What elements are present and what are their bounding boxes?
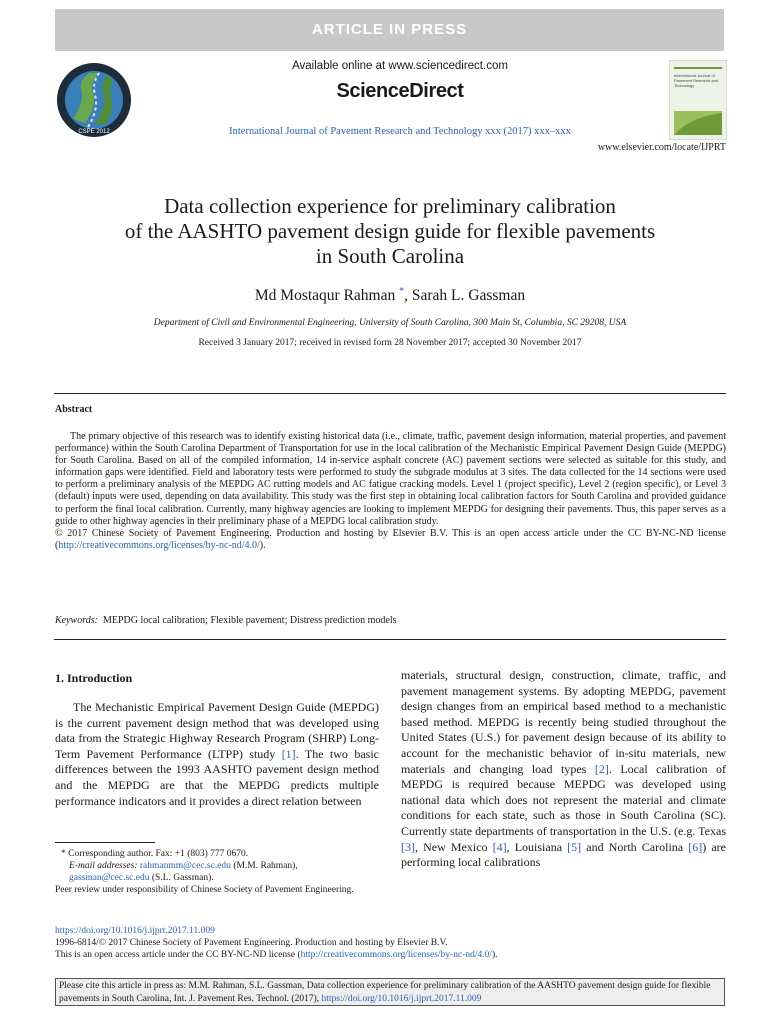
keywords-text: MEPDG local calibration; Flexible pavement; Distress prediction models xyxy=(102,615,397,626)
ref-1[interactable]: [1] xyxy=(281,746,296,761)
abstract-body xyxy=(55,431,726,552)
intro-text-g: and North Carolina xyxy=(581,839,689,854)
corresponding-author: * Corresponding author. Fax: +1 (803) 777 0670. xyxy=(61,849,249,859)
peer-review: Peer review under responsibility of Chinese Society of Pavement Engineering. xyxy=(55,885,354,895)
abstract-heading: Abstract xyxy=(55,404,93,415)
doi-link[interactable]: https://doi.org/10.1016/j.ijprt.2017.11.009 xyxy=(55,926,215,936)
received-dates: Received 3 January 2017; received in revised form 28 November 2017; accepted 30 November 2017 xyxy=(198,338,582,348)
email-line xyxy=(55,860,379,884)
intro-left-column xyxy=(55,700,379,809)
article-in-press-banner: ARTICLE IN PRESS xyxy=(55,9,724,51)
article-title xyxy=(80,194,700,269)
intro-heading: 1. Introduction xyxy=(55,671,133,685)
email-rahman[interactable]: rahmanmm@cec.sc.edu xyxy=(139,861,231,871)
intro-text-e: , New Mexico xyxy=(415,839,493,854)
elsevier-url[interactable]: www.elsevier.com/locate/IJPRT xyxy=(597,142,726,153)
intro-text-h: ) are performing local calibrations xyxy=(401,839,726,870)
citation-doi-link[interactable]: https://doi.org/10.1016/j.ijprt.2017.11.009 xyxy=(321,993,482,1004)
divider-top xyxy=(54,393,726,394)
intro-text-c: materials, structural design, construction, climate, traffic, and pavement management systems. By adopting MEPDG, pavement design changes from an empirical based method to a mechanistic based method. MEPDG is recently being studied throughout the United States (U.S.) for pavement design because of its ability to account for the mechanistic behavior of in-situ materials, new materials and changing load types xyxy=(401,668,726,776)
author-list xyxy=(100,286,680,305)
ref-2[interactable]: [2] xyxy=(594,761,609,776)
abstract-copyright xyxy=(55,528,726,552)
oa-text: This is an open access article under the CC BY-NC-ND license ( xyxy=(55,950,301,960)
divider-bottom xyxy=(54,639,726,640)
ref-3[interactable]: [3] xyxy=(401,839,415,854)
copyright-end: ). xyxy=(259,539,266,551)
ref-6[interactable]: [6] xyxy=(688,839,703,854)
oa-end: ). xyxy=(492,950,498,960)
open-access-line xyxy=(55,949,726,961)
intro-text-d: . Local calibration of MEPDG is required because MEPDG was developed using national data which does not represent the material and climate conditions for each state, such as those in South Carolina (SC). Currently state departments of transportation in the U.S. (e.g. Texas xyxy=(401,761,726,838)
citation-box xyxy=(55,978,725,1006)
cover-title: International Journal of Pavement Research and Technology xyxy=(674,73,719,88)
email-label: E-mail addresses: xyxy=(69,861,138,871)
author-gassman: Sarah L. Gassman xyxy=(411,287,526,305)
email-gassman-who: (S.L. Gassman). xyxy=(149,873,214,883)
title-line-3: in South Carolina xyxy=(315,244,465,268)
intro-text-b: . The two basic differences between the 1993 AASHTO pavement design method and the MEPDG are that the MEPDG predicts multiple performance indicators and it provides a direct relation between xyxy=(55,746,379,808)
license-link[interactable]: http://creativecommons.org/licenses/by-nc-nd/4.0/ xyxy=(58,539,260,551)
citation-text: Please cite this article in press as: M.M. Rahman, S.L. Gassman, Data collection experience for preliminary calibration of the AASHTO pavement design guide for flexible pavements in South Carolina, Int. J. Pavement Res. Technol. (2017), xyxy=(59,981,711,1004)
ref-4[interactable]: [4] xyxy=(492,839,507,854)
affiliation: Department of Civil and Environmental Engineering, University of South Carolina, 300 Main St, Columbia, SC 29208, USA xyxy=(153,318,627,328)
oa-license-link[interactable]: http://creativecommons.org/licenses/by-nc-nd/4.0/ xyxy=(300,950,492,960)
abstract-text: The primary objective of this research was to identify existing historical data (i.e., climate, traffic, pavement design information, material properties, and pavement performance) within the South Carolina Department of Transportation for use in the local calibration of the Mechanistic Empirical Pavement Design Guide (MEPDG) for South Carolina. Based on all of the compiled information, 14 in-service asphalt concrete (AC) pavement sections were selected as suitable for this study, and information gaps were identified. Field and laboratory tests were performed to study the subgrade modulus at 3 sites. The data collected for the 14 sections were used to perform a preliminary analysis of the MEPDG AC rutting models and AC fatigue cracking models. Level 1 (project specific), Level 2 (region specific), or Level 3 (default) inputs were used, depending on data availability. This study was the first step in obtaining local calibration factors for South Carolina and provided guidance to perform the final local calibration. Currently, many highway agencies are looking to implement MEPDG for designing their pavements. Thus, this paper serves as a guide to other highway agencies in their preliminary phase of a MEPDG local calibration study. xyxy=(55,431,726,527)
title-line-1: Data collection experience for preliminary calibration xyxy=(164,194,616,218)
available-online: Available online at www.sciencedirect.com xyxy=(292,60,508,72)
issn-line: 1996-6814/© 2017 Chinese Society of Pavement Engineering. Production and hosting by Elsevier B.V. xyxy=(55,938,448,948)
intro-right-column xyxy=(401,668,726,871)
sciencedirect-logo: ScienceDirect xyxy=(336,80,464,102)
footnotes xyxy=(55,848,379,896)
intro-text-f: , Louisiana xyxy=(506,839,568,854)
ref-5[interactable]: [5] xyxy=(567,839,582,854)
email-rahman-who: (M.M. Rahman), xyxy=(230,861,298,871)
intro-text-a: The Mechanistic Empirical Pavement Design Guide (MEPDG) is the current pavement design method that was developed using data from the Strategic Highway Research Program (SHRP) Long-Term Pavement Performance (LTPP) study xyxy=(55,700,379,761)
journal-cover xyxy=(669,60,727,140)
keywords xyxy=(55,615,726,626)
keywords-label: Keywords: xyxy=(55,615,98,626)
copyright-text: © 2017 Chinese Society of Pavement Engineering. Production and hosting by Elsevier B.V. This is an open access article under the CC BY-NC-ND license ( xyxy=(55,527,726,551)
logo-text: CSPE 2012 xyxy=(78,129,110,135)
email-gassman[interactable]: gassman@cec.sc.edu xyxy=(69,873,150,883)
journal-name[interactable]: International Journal of Pavement Research and Technology xxx (2017) xxx–xxx xyxy=(229,126,571,137)
doi-block xyxy=(55,925,726,961)
title-line-2: of the AASHTO pavement design guide for flexible pavements xyxy=(124,219,656,243)
author-separator: , xyxy=(404,287,412,305)
footnote-rule xyxy=(55,842,155,843)
corresponding-mark[interactable]: * xyxy=(399,286,405,297)
author-rahman: Md Mostaqur Rahman xyxy=(254,287,396,305)
